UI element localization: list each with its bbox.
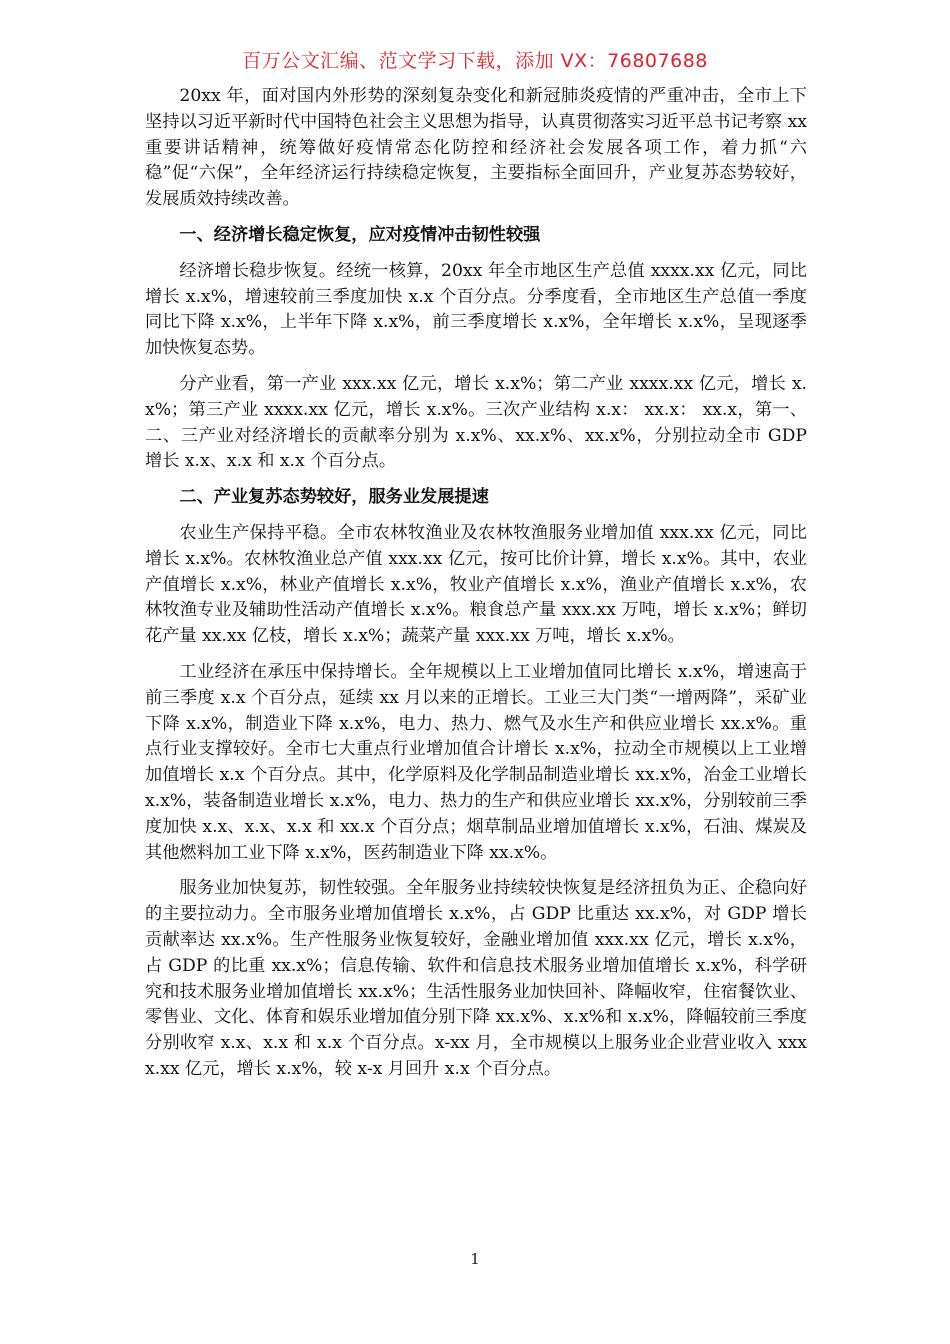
section-2-heading: 二、产业复苏态势较好，服务业发展提速 bbox=[179, 487, 489, 508]
document-body bbox=[145, 84, 807, 1093]
section-1-heading: 一、经济增长稳定恢复，应对疫情冲击韧性较强 bbox=[179, 224, 541, 245]
section-2-paragraph-3: 服务业加快复苏，韧性较强。全年服务业持续较快恢复是经济扭负为正、企稳向好的主要拉动力。全市服务业增加值增长 x.x%，占 GDP 比重达 xx.x%，对 GDP 增长贡献率达 xx.x%。生产性服务业恢复较好，金融业增加值 xxx.xx 亿元，增长 x.x%，占 GDP 的比重 xx.x%；信息传输、软件和信息技术服务业增加值增长 x.x%，科学研究和技术服务业增加值增长 xx.x%；生活性服务业加快回补、降幅收窄，住宿餐饮业、零售业、文化、体育和娱乐业增加值分别下降 xx.x%、x.x%和 x.x%，降幅较前三季度分别收窄 x.x、x.x 和 x.x 个百分点。x-xx 月，全市规模以上服务业企业营业收入 xxxx.xx 亿元，增长 x.x%，较 x-x 月回升 x.x 个百分点。 bbox=[145, 878, 807, 1079]
page-number: 1 bbox=[470, 1250, 480, 1268]
header-banner: 百万公文汇编、范文学习下载，添加 VX：76807688 bbox=[242, 50, 708, 72]
section-1-paragraph-1: 经济增长稳步恢复。经统一核算，20xx 年全市地区生产总值 xxxx.xx 亿元，同比增长 x.x%，增速较前三季度加快 x.x 个百分点。分季度看，全市地区生产总值一季度同比下降 x.x%，上半年下降 x.x%，前三季度增长 x.x%，全年增长 x.x%，呈现逐季加快恢复态势。 bbox=[145, 260, 807, 359]
section-2-paragraph-2: 工业经济在承压中保持增长。全年规模以上工业增加值同比增长 x.x%，增速高于前三季度 x.x 个百分点，延续 xx 月以来的正增长。工业三大门类“一增两降”，采矿业下降 x.x%，制造业下降 x.x%，电力、热力、燃气及水生产和供应业增长 xx.x%。重点行业支撑较好。全市七大重点行业增加值合计增长 x.x%，拉动全市规模以上工业增加值增长 x.x 个百分点。其中，化学原料及化学制品制造业增长 xx.x%，冶金工业增长 x.x%，装备制造业增长 x.x%，电力、热力的生产和供应业增长 xx.x%，分别较前三季度加快 x.x、x.x、x.x 和 xx.x 个百分点；烟草制品业增加值增长 x.x%，石油、煤炭及其他燃料加工业下降 x.x%，医药制造业下降 xx.x%。 bbox=[145, 661, 807, 863]
section-1-paragraph-2: 分产业看，第一产业 xxx.xx 亿元，增长 x.x%；第二产业 xxxx.xx 亿元，增长 x.x%；第三产业 xxxx.xx 亿元，增长 x.x%。三次产业结构 x.x： xx.x： xx.x，第一、二、三产业对经济增长的贡献率分别为 x.x%、xx.x%、xx.x%，分别拉动全市 GDP 增长 x.x、x.x 和 x.x 个百分点。 bbox=[145, 373, 807, 472]
section-2-paragraph-1: 农业生产保持平稳。全市农林牧渔业及农林牧渔服务业增加值 xxx.xx 亿元，同比增长 x.x%。农林牧渔业总产值 xxx.xx 亿元，按可比价计算，增长 x.x%。其中，农业产值增长 x.x%，林业产值增长 x.x%，牧业产值增长 x.x%，渔业产值增长 x.x%，农林牧渔专业及辅助性活动产值增长 x.x%。粮食总产量 xxx.xx 万吨，增长 x.x%；鲜切花产量 xx.xx 亿枝，增长 x.x%；蔬菜产量 xxx.xx 万吨，增长 x.x%。 bbox=[145, 522, 807, 647]
intro-paragraph: 20xx 年，面对国内外形势的深刻复杂变化和新冠肺炎疫情的严重冲击，全市上下坚持以习近平新时代中国特色社会主义思想为指导，认真贯彻落实习近平总书记考察 xx 重要讲话精神，统筹做好疫情常态化防控和经济社会发展各项工作，着力抓“六稳”促“六保”，全年经济运行持续稳定恢复，主要指标全面回升，产业复苏态势较好，发展质效持续改善。 bbox=[145, 86, 807, 210]
